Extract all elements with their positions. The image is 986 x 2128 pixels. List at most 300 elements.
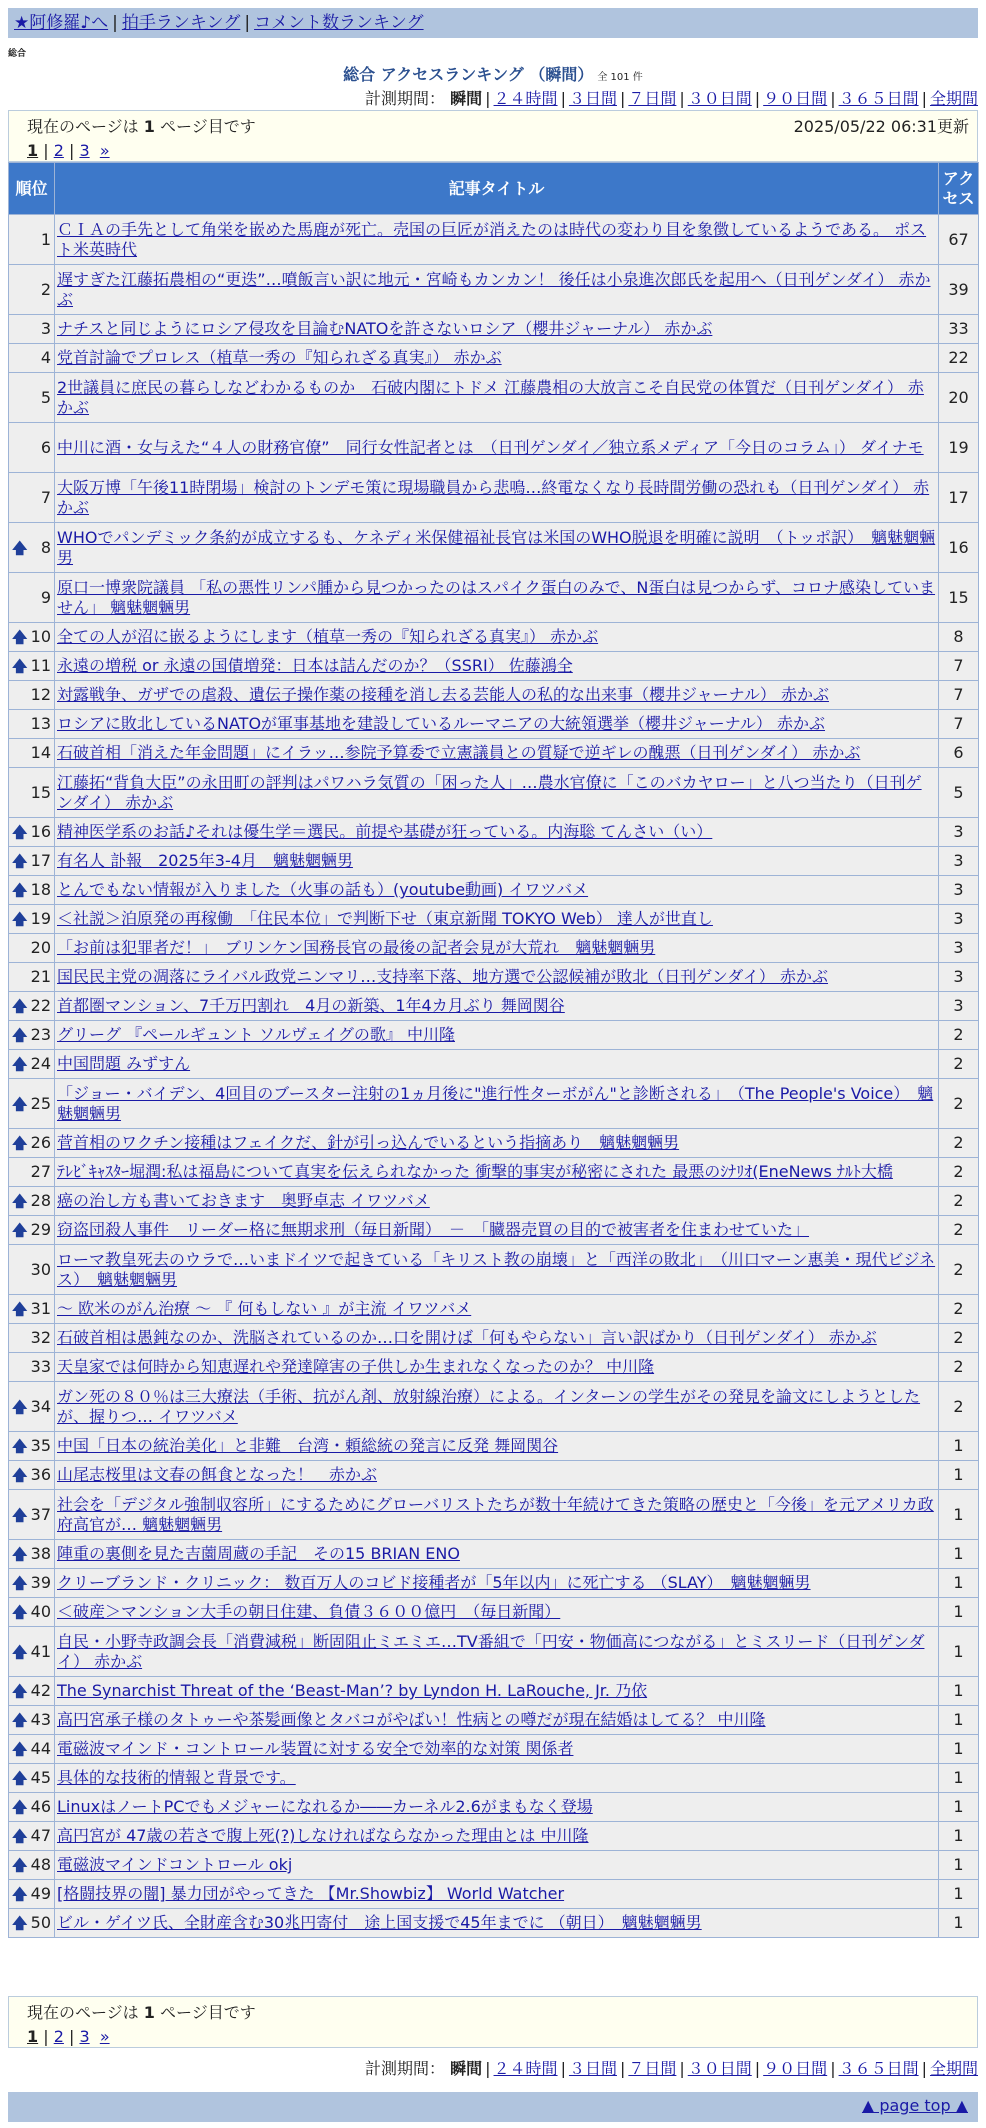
ranking-count: 全 101 件 bbox=[597, 72, 643, 83]
article-link[interactable]: ガン死の８０％は三大療法（手術、抗がん剤、放射線治療）による。インターンの学生がその発見を論文にしようとしたが、握りつ… イワツバメ bbox=[57, 1386, 921, 1426]
rank-number: 21 bbox=[30, 967, 51, 986]
rank-up-arrow-icon: 🡅 bbox=[12, 997, 28, 1015]
rank-up-arrow-icon: 🡅 bbox=[12, 1885, 28, 1903]
rank-up-arrow-icon: 🡅 bbox=[12, 1192, 28, 1210]
rank-number: 1 bbox=[40, 229, 51, 249]
rank-cell bbox=[9, 1353, 55, 1382]
rank-cell bbox=[9, 1677, 55, 1706]
title-cell bbox=[55, 344, 939, 373]
rank-cell bbox=[9, 963, 55, 992]
table-row bbox=[9, 876, 979, 905]
rank-number: 44 bbox=[30, 1739, 51, 1758]
rank-number: 6 bbox=[40, 437, 51, 457]
article-link[interactable]: 全ての人が沼に嵌るようにします（植草一秀の『知られざる真実』） 赤かぶ bbox=[57, 627, 599, 646]
access-count: 16 bbox=[939, 523, 979, 573]
rank-cell bbox=[9, 1598, 55, 1627]
rank-up-arrow-icon: 🡅 bbox=[12, 1740, 28, 1758]
rank-cell bbox=[9, 710, 55, 739]
period-90d[interactable]: ９０日間 bbox=[763, 2059, 828, 2078]
article-link[interactable]: 石破首相は愚鈍なのか、洗脳されているのか…口を開けば「何もやらない」言い訳ばかり（日刊ゲンダイ） 赤かぶ bbox=[57, 1328, 877, 1347]
rank-cell bbox=[9, 1295, 55, 1324]
article-link[interactable]: 社会を「デジタル強制収容所」にするためにグローバリストたちが数十年続けてきた策略の歴史と「今後」を元アメリカ政府高官が… 魑魅魍魎男 bbox=[57, 1494, 934, 1534]
table-row bbox=[9, 1677, 979, 1706]
article-link[interactable]: グリーグ 『ペールギュント ソルヴェイグの歌』 中川隆 bbox=[57, 1025, 455, 1044]
rank-number: 26 bbox=[30, 1133, 51, 1152]
rank-number: 5 bbox=[40, 387, 51, 407]
ranking-title bbox=[0, 62, 986, 85]
rank-cell bbox=[9, 768, 55, 818]
table-row bbox=[9, 1432, 979, 1461]
access-count: 7 bbox=[939, 710, 979, 739]
title-cell bbox=[55, 681, 939, 710]
table-row bbox=[9, 1706, 979, 1735]
pager-bottom bbox=[8, 1996, 978, 2048]
rank-number: 3 bbox=[40, 319, 51, 338]
period-7d[interactable]: ７日間 bbox=[628, 2059, 677, 2078]
article-link[interactable]: WHOでパンデミック条約が成立するも、ケネディ米保健福祉長官は米国のWHO脱退を明確に説明 （トッポ訳） 魑魅魍魎男 bbox=[57, 527, 936, 567]
access-count: 2 bbox=[939, 1050, 979, 1079]
article-link[interactable]: ローマ教皇死去のウラで…いまドイツで起きている「キリスト教の崩壊」と「西洋の敗北」 （川口マーン惠美・現代ビジネス） 魑魅魍魎男 bbox=[57, 1249, 936, 1289]
rank-number: 36 bbox=[30, 1465, 51, 1484]
rank-cell bbox=[9, 623, 55, 652]
rank-cell bbox=[9, 1909, 55, 1938]
article-link[interactable]: 2世議員に庶民の暮らしなどわかるものか 石破内閣にトドメ 江藤農相の大放言こそ自民党の体質だ（日刊ゲンダイ） 赤かぶ bbox=[57, 377, 924, 417]
access-count: 1 bbox=[939, 1569, 979, 1598]
title-cell bbox=[55, 1490, 939, 1540]
period-7d[interactable]: ７日間 bbox=[628, 89, 677, 108]
article-link[interactable]: 山尾志桜里は文春の餌食となった！ 赤かぶ bbox=[57, 1465, 378, 1484]
title-cell bbox=[55, 1432, 939, 1461]
bottom-bar bbox=[8, 2092, 978, 2122]
rank-up-arrow-icon: 🡅 bbox=[12, 1437, 28, 1455]
rank-up-arrow-icon: 🡅 bbox=[12, 1769, 28, 1787]
access-count: 33 bbox=[939, 315, 979, 344]
article-link[interactable]: 自民・小野寺政調会長「消費減税」断固阻止ミエミエ…TV番組で「円安・物価高につながる」とミスリード（日刊ゲンダイ） 赤かぶ bbox=[57, 1631, 925, 1671]
table-row bbox=[9, 992, 979, 1021]
article-link[interactable]: 党首討論でプロレス（植草一秀の『知られざる真実』） 赤かぶ bbox=[57, 348, 502, 367]
rank-cell bbox=[9, 1158, 55, 1187]
rank-number: 11 bbox=[30, 656, 51, 675]
title-cell bbox=[55, 473, 939, 523]
access-count: 3 bbox=[939, 847, 979, 876]
article-link[interactable]: 天皇家では何時から知恵遅れや発達障害の子供しか生まれなくなったのか？ 中川隆 bbox=[57, 1357, 655, 1376]
access-count: 1 bbox=[939, 1706, 979, 1735]
page-link-3[interactable]: 3 bbox=[79, 141, 90, 160]
period-24h[interactable]: ２４時間 bbox=[493, 89, 558, 108]
table-row bbox=[9, 1735, 979, 1764]
rank-number: 41 bbox=[30, 1641, 51, 1661]
article-link[interactable]: 首都圏マンション、7千万円割れ 4月の新築、1年4カ月ぶり 舞岡関谷 bbox=[57, 996, 565, 1015]
title-cell bbox=[55, 265, 939, 315]
access-count: 3 bbox=[939, 905, 979, 934]
table-row bbox=[9, 768, 979, 818]
ranking-table bbox=[8, 162, 979, 1938]
header-rank: 順位 bbox=[9, 163, 55, 215]
article-link[interactable]: ﾃﾚﾋﾞｷｬｽﾀｰ堀潤:私は福島について真実を伝えられなかった 衝撃的事実が秘密にされた 最悪のｼﾅﾘｵ(EneNews ﾅﾙﾄ大橋 bbox=[57, 1162, 893, 1181]
access-count: 2 bbox=[939, 1245, 979, 1295]
rank-cell bbox=[9, 1245, 55, 1295]
title-cell bbox=[55, 876, 939, 905]
page-link-1[interactable]: 1 bbox=[27, 141, 39, 160]
rank-cell bbox=[9, 1216, 55, 1245]
title-cell bbox=[55, 523, 939, 573]
updated-timestamp: 2025/05/22 06:31更新 bbox=[793, 117, 969, 136]
rank-cell bbox=[9, 423, 55, 473]
period-24h[interactable]: ２４時間 bbox=[493, 2059, 558, 2078]
period-365d[interactable]: ３６５日間 bbox=[838, 89, 919, 108]
rank-number: 45 bbox=[30, 1768, 51, 1787]
rank-up-arrow-icon: 🡅 bbox=[12, 1545, 28, 1563]
rank-number: 18 bbox=[30, 880, 51, 899]
rank-number: 39 bbox=[30, 1573, 51, 1592]
title-cell bbox=[55, 423, 939, 473]
rank-number: 20 bbox=[30, 938, 51, 957]
article-link[interactable]: 中国「日本の統治美化」と非難 台湾・頼総統の発言に反発 舞岡関谷 bbox=[57, 1436, 559, 1455]
article-link[interactable]: 遅すぎた江藤拓農相の“更迭”…噴飯言い訳に地元・宮崎もカンカン！ 後任は小泉進次郎氏を起用へ（日刊ゲンダイ） 赤かぶ bbox=[57, 269, 931, 309]
table-row bbox=[9, 1461, 979, 1490]
rank-up-arrow-icon: 🡅 bbox=[12, 1574, 28, 1592]
table-row bbox=[9, 710, 979, 739]
table-row bbox=[9, 523, 979, 573]
title-cell bbox=[55, 1627, 939, 1677]
ranking-title-text: 総合 アクセスランキング （瞬間） bbox=[343, 65, 594, 84]
table-row bbox=[9, 1851, 979, 1880]
rank-up-arrow-icon: 🡅 bbox=[12, 1466, 28, 1484]
article-link[interactable]: 高円宮承子様のタトゥーや茶髪画像とタバコがやばい！性病との噂だが現在結婚はしてる？ 中川隆 bbox=[57, 1710, 766, 1729]
title-cell bbox=[55, 1295, 939, 1324]
rank-number: 27 bbox=[30, 1162, 51, 1181]
rank-up-arrow-icon: 🡅 bbox=[12, 1642, 28, 1661]
rank-cell bbox=[9, 1793, 55, 1822]
rank-number: 32 bbox=[30, 1328, 51, 1347]
title-cell bbox=[55, 1706, 939, 1735]
article-link[interactable]: 永遠の増税 or 永遠の国債増発：日本は詰んだのか？（SSRI） 佐藤鴻全 bbox=[57, 656, 573, 675]
article-link[interactable]: 石破首相「消えた年金問題」にイラッ…参院予算委で立憲議員との質疑で逆ギレの醜悪（日刊ゲンダイ） 赤かぶ bbox=[57, 743, 861, 762]
rank-cell bbox=[9, 1050, 55, 1079]
table-row bbox=[9, 1880, 979, 1909]
article-link[interactable]: 大阪万博「午後11時閉場」検討のトンデモ策に現場職員から悲鳴…終電なくなり長時間労働の恐れも（日刊ゲンダイ） 赤かぶ bbox=[57, 477, 930, 517]
rank-up-arrow-icon: 🡅 bbox=[12, 1300, 28, 1318]
rank-up-arrow-icon: 🡅 bbox=[12, 910, 28, 928]
table-row bbox=[9, 373, 979, 423]
article-link[interactable]: とんでもない情報が入りました（火事の話も）(youtube動画) イワツバメ bbox=[57, 880, 589, 899]
access-count: 3 bbox=[939, 876, 979, 905]
title-cell bbox=[55, 623, 939, 652]
title-cell bbox=[55, 1793, 939, 1822]
rank-cell bbox=[9, 1540, 55, 1569]
title-cell bbox=[55, 739, 939, 768]
table-row bbox=[9, 473, 979, 523]
article-link[interactable]: 陣重の裏側を見た吉薗周蔵の手記 その15 BRIAN ENO bbox=[57, 1544, 460, 1563]
period-all[interactable]: 全期間 bbox=[929, 89, 978, 108]
access-count: 1 bbox=[939, 1677, 979, 1706]
access-count: 1 bbox=[939, 1735, 979, 1764]
rank-cell bbox=[9, 373, 55, 423]
rank-cell bbox=[9, 523, 55, 573]
access-count: 1 bbox=[939, 1822, 979, 1851]
title-cell bbox=[55, 992, 939, 1021]
article-link[interactable]: ロシアに敗北しているNATOが軍事基地を建設しているルーマニアの大統領選挙（櫻井ジャーナル） 赤かぶ bbox=[57, 714, 826, 733]
rank-number: 19 bbox=[30, 909, 51, 928]
page-link-1[interactable]: 1 bbox=[27, 2027, 39, 2046]
article-link[interactable]: 癌の治し方も書いておきます 奥野卓志 イワツバメ bbox=[57, 1191, 430, 1210]
access-count: 5 bbox=[939, 768, 979, 818]
period-label: 計測期間： bbox=[365, 89, 446, 108]
table-row bbox=[9, 1187, 979, 1216]
article-link[interactable]: 具体的な技術的情報と背景です。 bbox=[57, 1768, 296, 1787]
article-link[interactable]: 「ジョー・バイデン、4回目のブースター注射の1ヵ月後に"進行性ターボがん"と診断される」 （The People's Voice） 魑魅魍魎男 bbox=[57, 1083, 934, 1123]
title-cell bbox=[55, 1540, 939, 1569]
title-cell bbox=[55, 963, 939, 992]
access-count: 1 bbox=[939, 1490, 979, 1540]
title-cell bbox=[55, 1187, 939, 1216]
title-cell bbox=[55, 847, 939, 876]
rank-cell bbox=[9, 681, 55, 710]
period-3d[interactable]: ３日間 bbox=[568, 2059, 617, 2078]
rank-cell bbox=[9, 818, 55, 847]
title-cell bbox=[55, 1245, 939, 1295]
rank-cell bbox=[9, 1851, 55, 1880]
top-nav-bar bbox=[8, 8, 978, 38]
rank-up-arrow-icon: 🡅 bbox=[12, 1682, 28, 1700]
rank-cell bbox=[9, 876, 55, 905]
rank-up-arrow-icon: 🡅 bbox=[12, 1827, 28, 1845]
page-link-2[interactable]: 2 bbox=[53, 2027, 64, 2046]
article-link[interactable]: The Synarchist Threat of the ‘Beast-Man’? by Lyndon H. LaRouche, Jr. 乃依 bbox=[57, 1681, 648, 1700]
period-365d[interactable]: ３６５日間 bbox=[838, 2059, 919, 2078]
rank-number: 13 bbox=[30, 714, 51, 733]
rank-up-arrow-icon: 🡅 bbox=[12, 881, 28, 899]
article-link[interactable]: 菅首相のワクチン接種はフェイクだ、針が引っ込んでいるという指摘あり 魑魅魍魎男 bbox=[57, 1133, 680, 1152]
table-row bbox=[9, 934, 979, 963]
pager-top bbox=[8, 110, 978, 162]
article-link[interactable]: 有名人 訃報 2025年3-4月 魑魅魍魎男 bbox=[57, 851, 353, 870]
article-link[interactable]: ＣＩＡの手先として角栄を嵌めた馬鹿が死亡。売国の巨匠が消えたのは時代の変わり目を象徴しているようである。 ポスト米英時代 bbox=[57, 219, 927, 259]
title-cell bbox=[55, 652, 939, 681]
link-clap-ranking[interactable]: 拍手ランキング bbox=[121, 13, 241, 33]
rank-number: 48 bbox=[30, 1855, 51, 1874]
article-link[interactable]: 窃盗団殺人事件 リーダー格に無期求刑（毎日新聞） － 「臓器売買の目的で被害者を住まわせていた」 bbox=[57, 1220, 810, 1239]
access-count: 2 bbox=[939, 1295, 979, 1324]
access-count: 1 bbox=[939, 1627, 979, 1677]
rank-cell bbox=[9, 473, 55, 523]
title-cell bbox=[55, 710, 939, 739]
article-link[interactable]: ナチスと同じようにロシア侵攻を目論むNATOを許さないロシア（櫻井ジャーナル） 赤かぶ bbox=[57, 319, 713, 338]
access-count: 7 bbox=[939, 681, 979, 710]
rank-up-arrow-icon: 🡅 bbox=[12, 852, 28, 870]
rank-number: 22 bbox=[30, 996, 51, 1015]
rank-number: 15 bbox=[30, 782, 51, 802]
article-link[interactable]: ～ 欧米のがん治療 ～ 『 何もしない 』が主流 イワツバメ bbox=[57, 1299, 472, 1318]
rank-cell bbox=[9, 1021, 55, 1050]
rank-number: 25 bbox=[30, 1093, 51, 1113]
rank-cell bbox=[9, 1706, 55, 1735]
title-cell bbox=[55, 1880, 939, 1909]
rank-number: 40 bbox=[30, 1602, 51, 1621]
period-90d[interactable]: ９０日間 bbox=[763, 89, 828, 108]
access-count: 17 bbox=[939, 473, 979, 523]
table-row bbox=[9, 1793, 979, 1822]
title-cell bbox=[55, 1353, 939, 1382]
period-all[interactable]: 全期間 bbox=[929, 2059, 978, 2078]
table-row bbox=[9, 652, 979, 681]
rank-cell bbox=[9, 344, 55, 373]
table-row bbox=[9, 1569, 979, 1598]
access-count: 1 bbox=[939, 1764, 979, 1793]
rank-cell bbox=[9, 1822, 55, 1851]
rank-number: 43 bbox=[30, 1710, 51, 1729]
page-link-3[interactable]: 3 bbox=[79, 2027, 90, 2046]
access-count: 1 bbox=[939, 1432, 979, 1461]
period-current: 瞬間 bbox=[450, 89, 483, 108]
table-row bbox=[9, 1353, 979, 1382]
title-cell bbox=[55, 573, 939, 623]
article-link[interactable]: 中川に酒・女与えた“４人の財務官僚” 同行女性記者とは （日刊ゲンダイ／独立系メディア「今日のコラム」） ダイナモ bbox=[57, 437, 924, 457]
table-row bbox=[9, 1324, 979, 1353]
rank-cell bbox=[9, 1461, 55, 1490]
title-cell bbox=[55, 1021, 939, 1050]
rank-cell bbox=[9, 739, 55, 768]
article-link[interactable]: 対露戦争、ガザでの虐殺、遺伝子操作薬の接種を消し去る芸能人の私的な出来事（櫻井ジャーナル） 赤かぶ bbox=[57, 685, 829, 704]
period-label: 計測期間： bbox=[365, 2059, 446, 2078]
period-3d[interactable]: ３日間 bbox=[568, 89, 617, 108]
page-top-link[interactable]: ▲ page top ▲ bbox=[861, 2096, 968, 2115]
title-cell bbox=[55, 818, 939, 847]
rank-up-arrow-icon: 🡅 bbox=[12, 1221, 28, 1239]
rank-number: 4 bbox=[40, 348, 51, 367]
table-header-row bbox=[9, 163, 979, 215]
article-link[interactable]: クリーブランド・クリニック： 数百万人のコビド接種者が「5年以内」に死亡する （SLAY） 魑魅魍魎男 bbox=[57, 1573, 811, 1592]
access-count: 2 bbox=[939, 1382, 979, 1432]
section-label: 総合 bbox=[8, 49, 27, 59]
rank-up-arrow-icon: 🡅 bbox=[12, 1397, 28, 1416]
article-link[interactable]: ビル・ゲイツ氏、全財産含む30兆円寄付 途上国支援で45年までに （朝日） 魑魅魍魎男 bbox=[57, 1913, 702, 1932]
title-cell bbox=[55, 373, 939, 423]
table-row bbox=[9, 1129, 979, 1158]
access-count: 19 bbox=[939, 423, 979, 473]
period-30d[interactable]: ３０日間 bbox=[687, 89, 752, 108]
rank-up-arrow-icon: 🡅 bbox=[12, 1856, 28, 1874]
rank-cell bbox=[9, 934, 55, 963]
table-row bbox=[9, 623, 979, 652]
access-count: 1 bbox=[939, 1540, 979, 1569]
article-link[interactable]: ＜破産＞マンション大手の朝日住建、負債３６００億円 （毎日新聞） bbox=[57, 1602, 561, 1621]
rank-cell bbox=[9, 1735, 55, 1764]
table-row bbox=[9, 1050, 979, 1079]
title-cell bbox=[55, 1079, 939, 1129]
article-link[interactable]: 原口一博衆院議員 「私の悪性リンパ腫から見つかったのはスパイク蛋白のみで、N蛋白は見つからず、コロナ感染していません」 魑魅魍魎男 bbox=[57, 577, 936, 617]
title-cell bbox=[55, 1324, 939, 1353]
rank-cell bbox=[9, 905, 55, 934]
page-next[interactable]: » bbox=[99, 2027, 110, 2046]
table-row bbox=[9, 739, 979, 768]
title-cell bbox=[55, 1216, 939, 1245]
rank-number: 49 bbox=[30, 1884, 51, 1903]
page-links: 1 | 2 | 3 » bbox=[27, 141, 110, 160]
title-cell bbox=[55, 215, 939, 265]
article-link[interactable]: 精神医学系のお話♪それは優生学＝選民。前提や基礎が狂っている。内海聡 てんさい（い） bbox=[57, 822, 713, 841]
table-row bbox=[9, 1382, 979, 1432]
access-count: 2 bbox=[939, 1158, 979, 1187]
table-row bbox=[9, 315, 979, 344]
article-link[interactable]: [格闘技界の闇] 暴力団がやってきた 【Mr.Showbiz】 World Watcher bbox=[57, 1884, 565, 1903]
article-link[interactable]: 電磁波マインド・コントロール装置に対する安全で効率的な対策 関係者 bbox=[57, 1739, 574, 1758]
rank-number: 37 bbox=[30, 1504, 51, 1524]
rank-cell bbox=[9, 315, 55, 344]
article-link[interactable]: 「お前は犯罪者だ！」 ブリンケン国務長官の最後の記者会見が大荒れ 魑魅魍魎男 bbox=[57, 938, 656, 957]
separator: | bbox=[112, 13, 118, 33]
rank-number: 30 bbox=[30, 1259, 51, 1279]
rank-cell bbox=[9, 1569, 55, 1598]
access-count: 2 bbox=[939, 1129, 979, 1158]
period-30d[interactable]: ３０日間 bbox=[687, 2059, 752, 2078]
article-link[interactable]: ＜社説＞泊原発の再稼働 「住民本位」で判断下せ（東京新聞 TOKYO Web） 達人が世直し bbox=[57, 909, 713, 928]
access-count: 8 bbox=[939, 623, 979, 652]
title-cell bbox=[55, 1764, 939, 1793]
article-link[interactable]: 江藤拓“背負大臣”の永田町の評判はパワハラ気質の「困った人」…農水官僚に「このバカヤロー」と八つ当たり（日刊ゲンダイ） 赤かぶ bbox=[57, 772, 922, 812]
title-cell bbox=[55, 934, 939, 963]
link-comment-ranking[interactable]: コメント数ランキング bbox=[254, 13, 424, 33]
rank-number: 12 bbox=[30, 685, 51, 704]
rank-up-arrow-icon: 🡅 bbox=[12, 1798, 28, 1816]
title-cell bbox=[55, 1677, 939, 1706]
table-row bbox=[9, 1490, 979, 1540]
title-cell bbox=[55, 1382, 939, 1432]
rank-number: 16 bbox=[30, 822, 51, 841]
table-row bbox=[9, 1021, 979, 1050]
article-link[interactable]: 電磁波マインドコントロール okj bbox=[57, 1855, 293, 1874]
rank-cell bbox=[9, 1490, 55, 1540]
period-selector-bottom: 計測期間： 瞬間 | ２４時間 | ３日間 | ７日間 | ３０日間 | ９０日間 | ３６５日間 | 全期間 bbox=[365, 2059, 978, 2078]
rank-number: 14 bbox=[30, 743, 51, 762]
rank-number: 50 bbox=[30, 1913, 51, 1932]
table-row bbox=[9, 1540, 979, 1569]
table-row bbox=[9, 1245, 979, 1295]
table-row bbox=[9, 1079, 979, 1129]
page-next[interactable]: » bbox=[99, 141, 110, 160]
rank-cell bbox=[9, 992, 55, 1021]
rank-cell bbox=[9, 1627, 55, 1677]
table-row bbox=[9, 265, 979, 315]
link-asyura-home[interactable]: ★阿修羅♪へ bbox=[14, 13, 109, 33]
table-row bbox=[9, 1822, 979, 1851]
article-link[interactable]: LinuxはノートPCでもメジャーになれるか――カーネル2.6がまもなく登場 bbox=[57, 1797, 593, 1816]
table-row bbox=[9, 1598, 979, 1627]
rank-cell bbox=[9, 847, 55, 876]
access-count: 39 bbox=[939, 265, 979, 315]
rank-number: 29 bbox=[30, 1220, 51, 1239]
title-cell bbox=[55, 1569, 939, 1598]
rank-up-arrow-icon: 🡅 bbox=[12, 823, 28, 841]
page-link-2[interactable]: 2 bbox=[53, 141, 64, 160]
access-count: 6 bbox=[939, 739, 979, 768]
rank-cell bbox=[9, 265, 55, 315]
access-count: 22 bbox=[939, 344, 979, 373]
article-link[interactable]: 国民民主党の凋落にライバル政党ニンマリ…支持率下落、地方選で公認候補が敗北（日刊ゲンダイ） 赤かぶ bbox=[57, 967, 829, 986]
access-count: 1 bbox=[939, 1909, 979, 1938]
title-cell bbox=[55, 1158, 939, 1187]
access-count: 3 bbox=[939, 963, 979, 992]
table-row bbox=[9, 344, 979, 373]
article-link[interactable]: 中国問題 みずすん bbox=[57, 1054, 191, 1073]
table-row bbox=[9, 681, 979, 710]
rank-number: 34 bbox=[30, 1396, 51, 1416]
rank-number: 23 bbox=[30, 1025, 51, 1044]
article-link[interactable]: 高円宮が 47歳の若さで腹上死(?)しなければならなかった理由とは 中川隆 bbox=[57, 1826, 589, 1845]
rank-number: 28 bbox=[30, 1191, 51, 1210]
access-count: 7 bbox=[939, 652, 979, 681]
access-count: 2 bbox=[939, 1021, 979, 1050]
